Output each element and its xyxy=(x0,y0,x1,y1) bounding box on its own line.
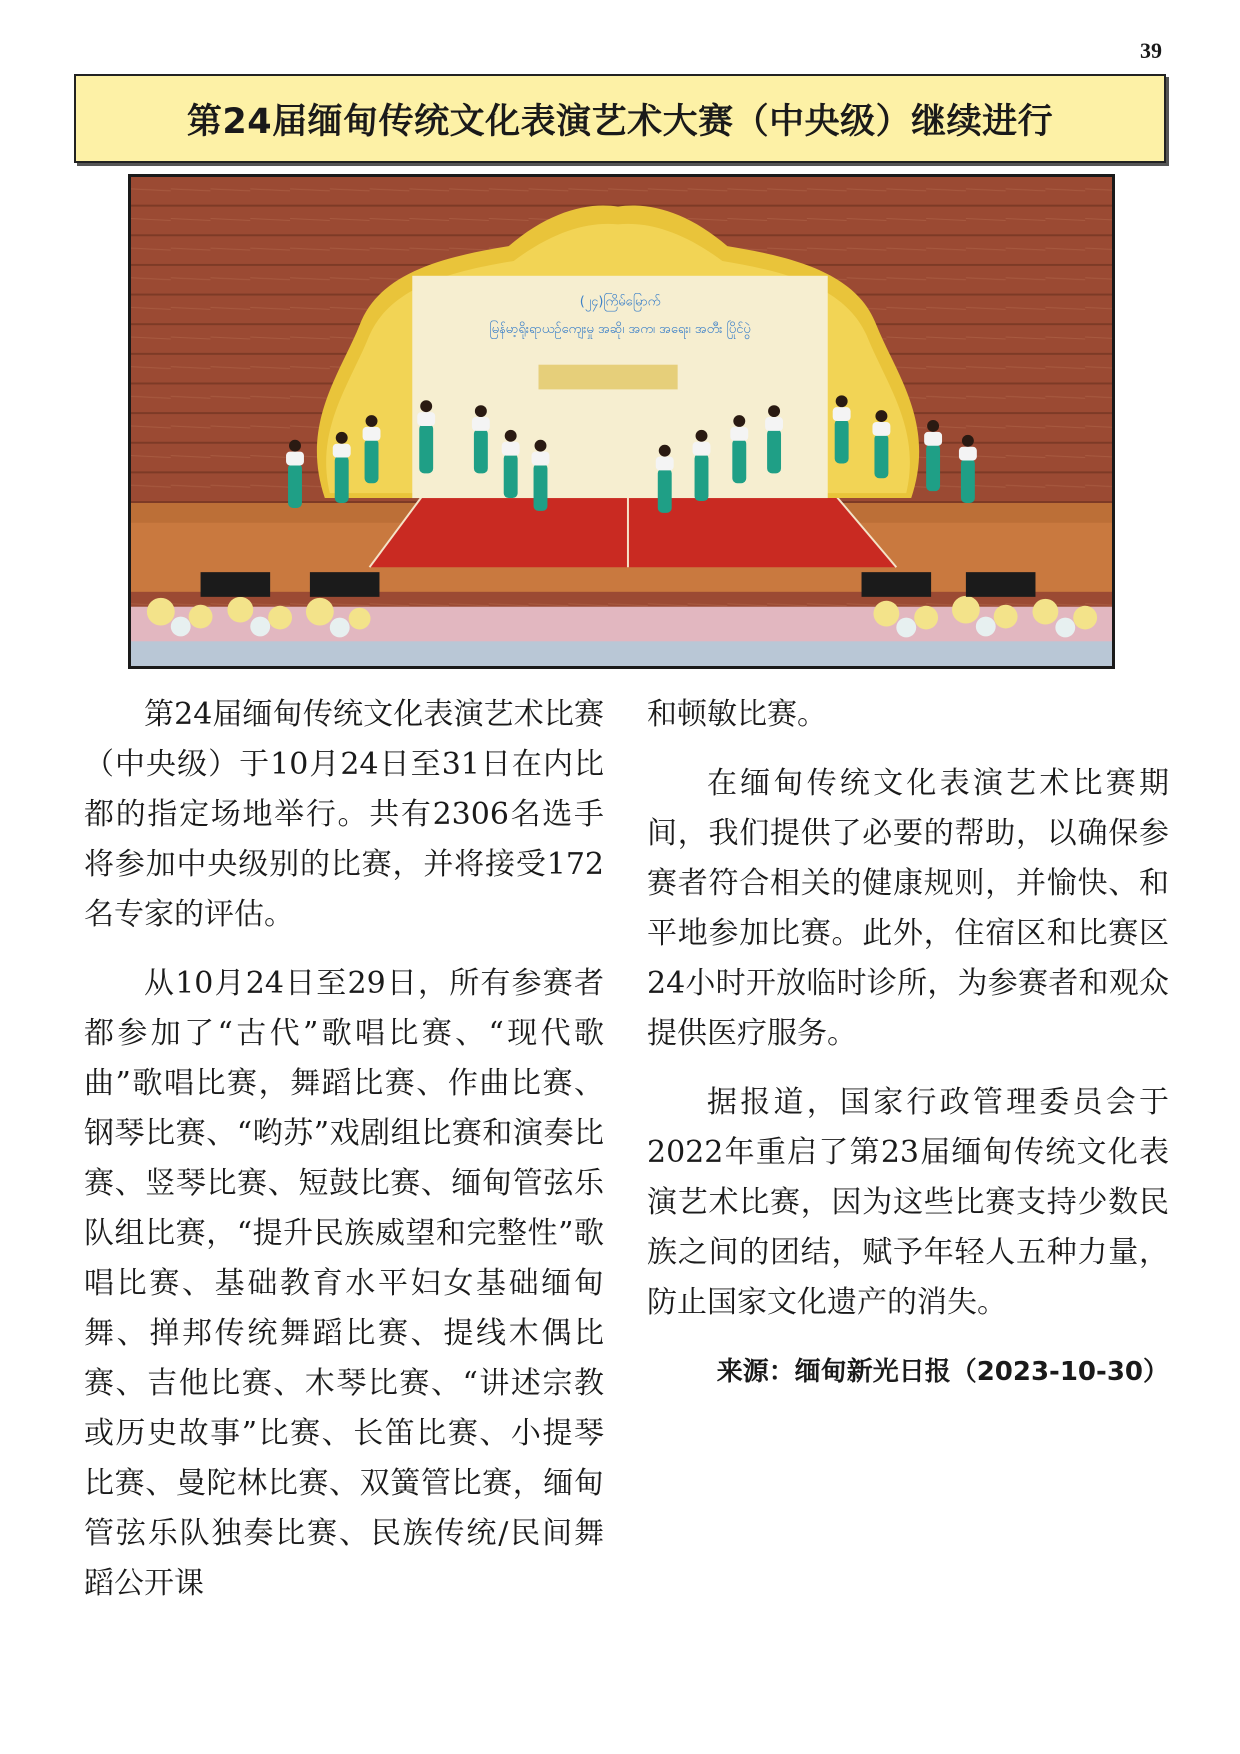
stage-performance-photo xyxy=(131,177,1112,666)
article-title-box xyxy=(74,74,1166,163)
paragraph-3: 在缅甸传统文化表演艺术比赛期间，我们提供了必要的帮助，以确保参赛者符合相关的健康规则，并愉快、和平地参加比赛。此外，住宿区和比赛区24小时开放临时诊所，为参赛者和观众提供医疗服务。 xyxy=(647,766,1169,1051)
article-title: 第24届缅甸传统文化表演艺术大赛（中央级）继续进行 xyxy=(186,101,1054,142)
page-number: 39 xyxy=(1140,38,1162,63)
article-photo xyxy=(128,174,1115,669)
paragraph-2: 从10月24日至29日，所有参赛者都参加了“古代”歌唱比赛、“现代歌曲”歌唱比赛，舞蹈比赛、作曲比赛、钢琴比赛、“哟苏”戏剧组比赛和演奏比赛、竖琴比赛、短鼓比赛、缅甸管弦乐队组比赛，“提升民族威望和完整性”歌唱比赛、基础教育水平妇女基础缅甸舞、掸邦传统舞蹈比赛、提线木偶比赛、吉他比赛、木琴比赛、“讲述宗教或历史故事”比赛、长笛比赛、小提琴比赛、曼陀林比赛、双簧管比赛，缅甸管弦乐队独奏比赛、民族传统/民间舞蹈公开课 xyxy=(84,966,604,1601)
banner-line-2: မြန်မာ့ရိုးရာယဉ်ကျေးမှု အဆို၊ အက၊ အရေး၊ အတီး ပြိုင်ပွဲ xyxy=(489,322,751,338)
article-source: 来源：缅甸新光日报（2023-10-30） xyxy=(716,1357,1169,1387)
article-column-right xyxy=(647,690,1169,1416)
banner-line-1: (၂၄)ကြိမ်မြောက် xyxy=(579,294,661,310)
paragraph-2-continued: 和顿敏比赛。 xyxy=(647,697,827,732)
paragraph-1: 第24届缅甸传统文化表演艺术比赛（中央级）于10月24日至31日在内比都的指定场地举行。共有2306名选手将参加中央级别的比赛，并将接受172名专家的评估。 xyxy=(84,697,604,932)
article-column-left xyxy=(84,690,604,1628)
paragraph-4: 据报道，国家行政管理委员会于2022年重启了第23届缅甸传统文化表演艺术比赛，因为这些比赛支持少数民族之间的团结，赋予年轻人五种力量，防止国家文化遗产的消失。 xyxy=(647,1085,1169,1320)
